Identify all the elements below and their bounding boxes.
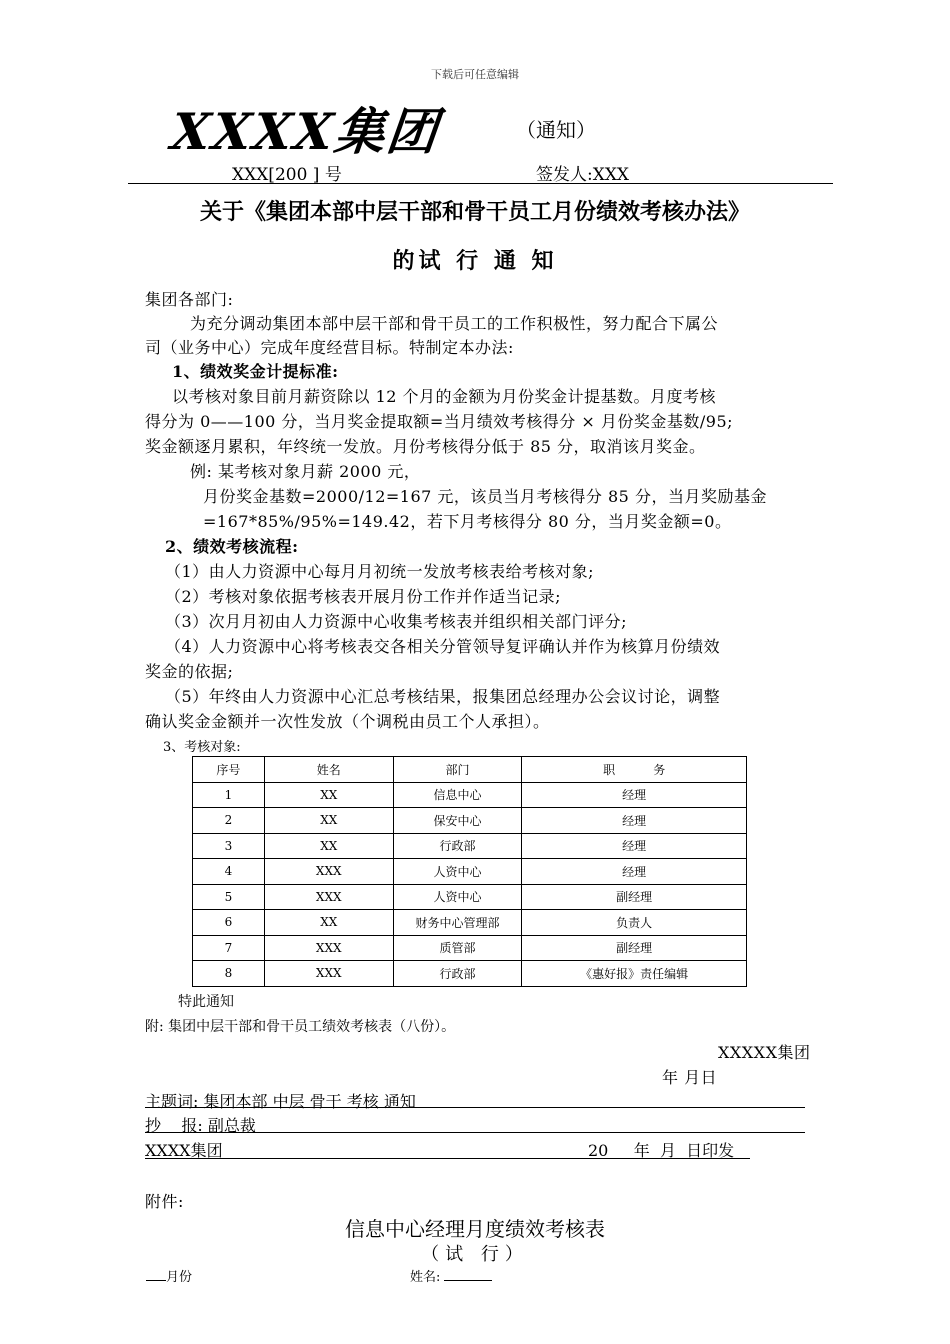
cell-index: 7 [193,935,265,961]
appendix-subtitle: （试 行） [421,1244,529,1265]
header-index: 序号 [193,757,265,783]
cc-underline [145,1132,805,1133]
cell-index: 6 [193,910,265,936]
subject-keywords-text: 主题词: 集团本部 中层 骨干 考核 通知 [145,1092,416,1111]
process-step-1: （1）由人力资源中心每月月初统一发放考核表给考核对象; [165,562,595,581]
cell-name: XXX [264,859,393,885]
cell-department: 信息中心 [393,782,522,808]
cell-department: 质管部 [393,935,522,961]
month-label: 月份 [166,1270,193,1285]
table-header-row [193,757,747,783]
section-1-para-1: 以考核对象目前月薪资除以 12 个月的金额为月份奖金计提基数。月度考核 [172,387,717,406]
signer: 签发人:XXX [536,165,630,185]
cell-position: 经理 [522,833,747,859]
issuer-line [145,1138,750,1161]
month-blank[interactable] [146,1268,166,1281]
intro-line-1: 为充分调动集团本部中层干部和骨干员工的工作积极性，努力配合下属公 [190,314,719,333]
section-3-heading: 3、考核对象: [163,740,241,755]
section-2-heading: 2、绩效考核流程: [165,537,299,556]
cell-index: 8 [193,961,265,987]
header-department: 部门 [393,757,522,783]
closing-notice: 特此通知 [178,994,234,1010]
cc-text: 抄 报: 副总裁 [145,1116,256,1135]
month-field [146,1266,192,1285]
cell-name: XX [264,910,393,936]
subject-keywords [145,1089,805,1112]
example-line-1: 例: 某考核对象月薪 2000 元， [190,462,421,481]
cell-position: 副经理 [522,935,747,961]
cell-department: 行政部 [393,961,522,987]
header-divider [128,183,833,184]
name-label: 姓名: [410,1270,441,1285]
table-row [193,935,747,961]
subject-underline [145,1107,805,1108]
cell-name: XX [264,808,393,834]
name-blank[interactable] [444,1268,492,1281]
document-type: （通知） [516,118,596,142]
header-position: 职 务 [522,757,747,783]
header-name: 姓名 [264,757,393,783]
title-line-2: 的试 行 通 知 [392,248,558,274]
assessment-table [192,756,747,987]
cc-line [145,1113,805,1136]
cell-index: 3 [193,833,265,859]
appendix-label: 附件: [145,1192,184,1211]
table-row [193,859,747,885]
example-line-3: =167*85%/95%=149.42，若下月考核得分 80 分，当月奖金额=0。 [203,512,732,531]
cell-name: XXX [264,961,393,987]
table-row [193,782,747,808]
cell-position: 副经理 [522,884,747,910]
section-1-heading: 1、绩效奖金计提标准: [172,362,339,381]
cell-name: XXX [264,935,393,961]
section-1-para-3: 奖金额逐月累积，年终统一发放。月份考核得分低于 85 分，取消该月奖金。 [145,437,706,456]
cell-index: 4 [193,859,265,885]
section-1-para-2: 得分为 0——100 分，当月奖金提取额=当月绩效考核得分 × 月份奖金基数/95; [145,412,734,431]
cell-index: 1 [193,782,265,808]
group-logo-text: XXXX集团 [168,102,442,161]
cell-position: 经理 [522,859,747,885]
cell-name: XXX [264,884,393,910]
cell-position: 负责人 [522,910,747,936]
cell-position: 《惠好报》责任编辑 [522,961,747,987]
issue-date: 年 月日 [662,1068,718,1087]
download-note: 下载后可任意编辑 [431,68,519,81]
process-step-5b: 确认奖金金额并一次性发放（个调税由员工个人承担）。 [145,712,550,731]
process-step-3: （3）次月月初由人力资源中心收集考核表并组织相关部门评分; [165,612,628,631]
cell-department: 人资中心 [393,859,522,885]
cell-name: XX [264,782,393,808]
cell-department: 人资中心 [393,884,522,910]
table-row [193,808,747,834]
title-line-1: 关于《集团本部中层干部和骨干员工月份绩效考核办法》 [199,199,750,225]
cell-index: 2 [193,808,265,834]
cell-name: XX [264,833,393,859]
table-row [193,961,747,987]
cell-department: 财务中心管理部 [393,910,522,936]
example-line-2: 月份奖金基数=2000/12=167 元，该员当月考核得分 85 分，当月奖励基金 [203,487,767,506]
cell-department: 保安中心 [393,808,522,834]
appendix-title: 信息中心经理月度绩效考核表 [345,1217,605,1241]
intro-line-2: 司（业务中心）完成年度经营目标。特制定本办法: [145,338,514,357]
printed-date: 20 年 月 日印发 [588,1141,735,1160]
salutation: 集团各部门: [145,290,234,309]
cell-department: 行政部 [393,833,522,859]
cell-position: 经理 [522,782,747,808]
process-step-2: （2）考核对象依据考核表开展月份工作并作适当记录; [165,587,562,606]
process-step-4a: （4）人力资源中心将考核表交各相关分管领导复评确认并作为核算月份绩效 [165,637,721,656]
issuer-text: XXXX集团 [145,1141,223,1160]
issuer-underline [145,1158,750,1159]
document-number: XXX[200 ] 号 [232,165,342,185]
attachment-note: 附: 集团中层干部和骨干员工绩效考核表（八份）。 [145,1019,456,1035]
name-field [410,1266,492,1285]
process-step-4b: 奖金的依据; [145,662,234,681]
issuing-organization: XXXXX集团 [718,1043,811,1062]
process-step-5a: （5）年终由人力资源中心汇总考核结果，报集团总经理办公会议讨论，调整 [165,687,721,706]
cell-position: 经理 [522,808,747,834]
table-row [193,833,747,859]
table-row [193,884,747,910]
cell-index: 5 [193,884,265,910]
table-row [193,910,747,936]
